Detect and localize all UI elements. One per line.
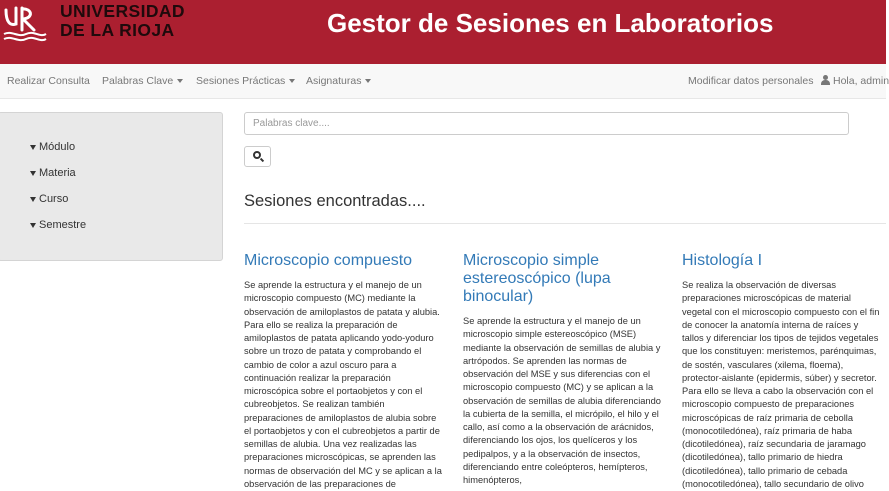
caret-down-icon — [365, 79, 371, 83]
filter-curso[interactable] — [30, 193, 68, 205]
nav-user-label: Hola, admin — [833, 75, 889, 87]
search-input[interactable] — [244, 112, 849, 135]
result-card — [682, 252, 882, 491]
user-icon — [821, 75, 830, 85]
caret-down-icon — [30, 223, 36, 228]
nav-palabras-clave[interactable] — [102, 75, 183, 87]
nav-sesiones-practicas-label: Sesiones Prácticas — [196, 75, 286, 87]
caret-down-icon — [30, 171, 36, 176]
search-button[interactable] — [244, 146, 271, 167]
university-name — [60, 2, 185, 40]
filter-modulo[interactable] — [30, 141, 75, 153]
filter-curso-label: Curso — [39, 193, 69, 205]
app-title: Gestor de Sesiones en Laboratorios — [327, 8, 774, 38]
caret-down-icon — [30, 145, 36, 150]
nav-realizar-consulta-label: Realizar Consulta — [7, 75, 90, 87]
nav-asignaturas-label: Asignaturas — [306, 75, 362, 87]
university-name-line1: UNIVERSIDAD — [60, 1, 185, 21]
caret-down-icon — [177, 79, 183, 83]
university-logo-icon — [2, 2, 48, 42]
caret-down-icon — [289, 79, 295, 83]
caret-down-icon — [30, 197, 36, 202]
result-description: Se realiza la observación de diversas preparaciones microscópicas de material vegetal con el microscopio compuesto con el fin de conocer la anatomía interna de raíces y tallos y diferenciar los tipos de tejidos vegetales que los constituyen: meristemos, parénquimas, de sostén, vasculares (xilema, floema), protector-aislante (epidermis, súber) y secretor. Para ello se lleva a cabo la observación con el microscopio compuesto de preparaciones microscópicas de raíz primaria de cebolla (monocotiledónea), raíz primaria de haba (dicotiledónea), raíz secundaria de jaramago (dicotiledónea), tallo primario de hiedra (dicotiledónea), tallo primario de cebada (monocotiledónea), tallo secundario de olivo — [682, 280, 880, 489]
result-title-link[interactable]: Microscopio compuesto — [244, 252, 413, 269]
nav-sesiones-practicas[interactable] — [196, 75, 295, 87]
nav-palabras-clave-label: Palabras Clave — [102, 75, 174, 87]
filter-semestre[interactable] — [30, 219, 86, 231]
filter-panel — [0, 112, 223, 261]
nav-modificar-datos[interactable] — [688, 75, 813, 87]
search-icon — [253, 151, 261, 159]
navbar — [0, 64, 889, 99]
divider — [244, 223, 886, 224]
result-card — [463, 252, 661, 487]
nav-user-menu[interactable] — [821, 75, 889, 87]
nav-asignaturas[interactable] — [306, 75, 371, 87]
result-description: Se aprende la estructura y el manejo de un microscopio compuesto (MC) mediante la observación de amiloplastos de patata y alubia. Para ello se realiza la preparación de amiloplastos de patata aplicando yodo-yoduro sobre un trozo de patata y comprobando el cambio de color a azul oscuro para a continuación realizar la preparación microscópica sobre el portaobjetos y con el cubreobjetos. Se realizan también preparaciones de amiloplastos de alubia sobre el portaobjetos y con el cubreobjetos a partir de semillas de alubia. Una vez realizadas las preparaciones microscópicas, se aprenden las normas de observación del MC y se aplican a la observación de las preparaciones de — [244, 280, 442, 489]
university-name-line2: DE LA RIOJA — [60, 20, 175, 40]
filter-materia-label: Materia — [39, 167, 76, 179]
filter-materia[interactable] — [30, 167, 76, 179]
results-heading: Sesiones encontradas.... — [244, 192, 426, 210]
result-title-link[interactable]: Microscopio simple estereoscópico (lupa binocular) — [463, 252, 611, 305]
nav-modificar-datos-label: Modificar datos personales — [688, 75, 814, 87]
filter-modulo-label: Módulo — [39, 141, 76, 153]
result-title-link[interactable]: Histología I — [682, 252, 763, 269]
header-banner — [0, 0, 886, 64]
result-card — [244, 252, 442, 491]
filter-semestre-label: Semestre — [39, 219, 87, 231]
nav-realizar-consulta[interactable] — [7, 75, 90, 87]
result-description: Se aprende la estructura y el manejo de un microscopio simple estereoscópico (MSE) mediante la observación de semillas de alubia y artrópodos. Se aprenden las normas de observación del MSE y sus diferencias con el microscopio compuesto (MC) y se aplican a la observación de semillas de alubia diferenciando la cubierta de la semilla, el micrópilo, el hilo y el callo, así como a la observación de arácnidos, diferenciando los ojos, los quelíceros y los pedipalpos, y a la observación de insectos, diferenciando entre coleópteros, hemípteros, himenópteros, — [463, 316, 661, 485]
